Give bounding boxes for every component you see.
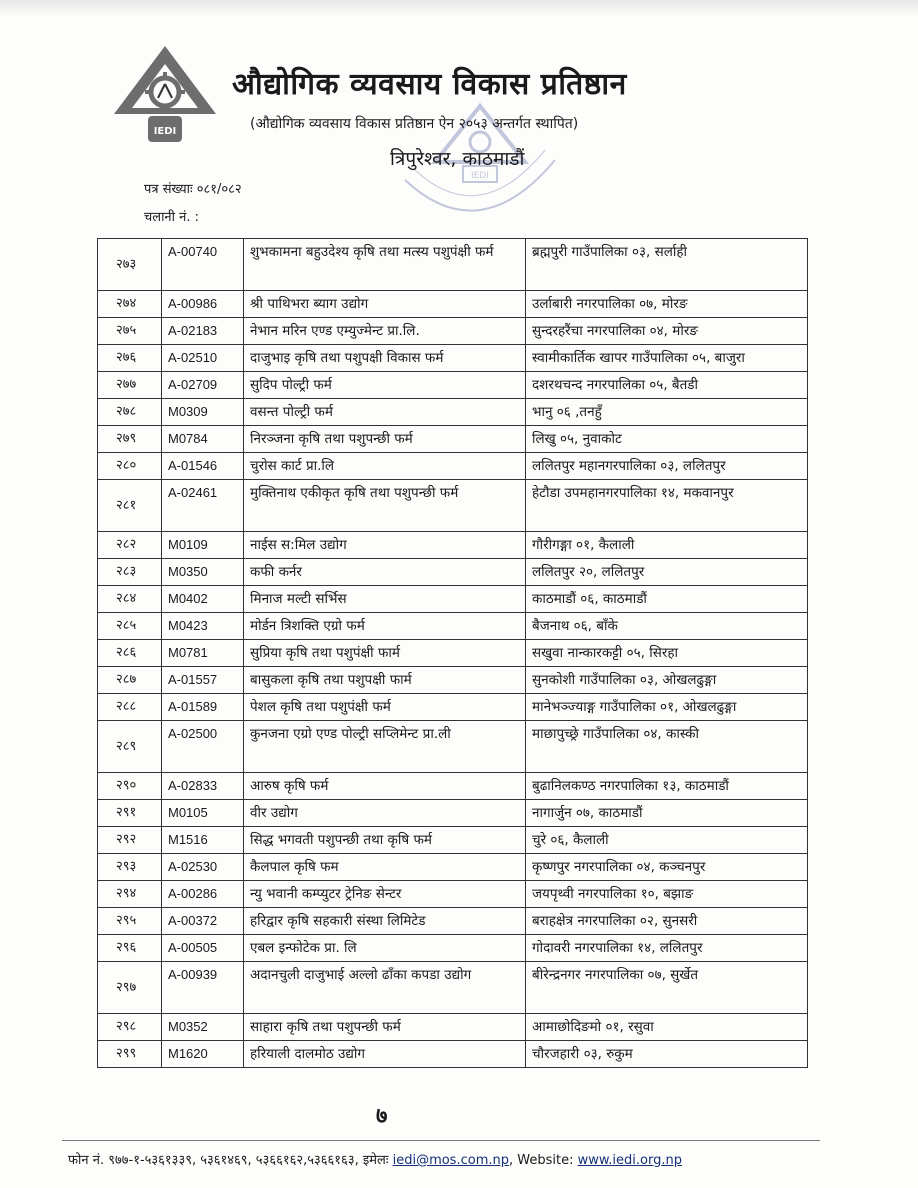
organization-subtitle: (औद्योगिक व्यवसाय विकास प्रतिष्ठान ऐन २०५३ अन्तर्गत स्थापित)	[250, 116, 579, 132]
page-mark: ७	[376, 1104, 388, 1129]
enterprise-name-cell: अदानचुली दाजुभाई अल्लो ढाँका कपडा उद्योग	[244, 962, 526, 1014]
enterprise-address-cell: चौरजहारी ०३, रुकुम	[526, 1041, 808, 1068]
serial-number-cell: २८४	[98, 586, 162, 613]
registration-code-cell: M0105	[162, 800, 244, 827]
serial-number-cell: २८७	[98, 667, 162, 694]
enterprise-address-cell: ब्रह्मपुरी गाउँपालिका ०३, सर्लाही	[526, 239, 808, 291]
enterprise-address-cell: ललितपुर महानगरपालिका ०३, ललितपुर	[526, 453, 808, 480]
enterprise-address-cell: भानु ०६ ,तनहुँ	[526, 399, 808, 426]
enterprise-address-cell: माछापुच्छ्रे गाउँपालिका ०४, कास्की	[526, 721, 808, 773]
registration-code-cell: M0784	[162, 426, 244, 453]
registration-code-cell: M0781	[162, 640, 244, 667]
enterprise-name-cell: चुरोस कार्ट प्रा.लि	[244, 453, 526, 480]
registration-code-cell: M0423	[162, 613, 244, 640]
serial-number-cell: २७७	[98, 372, 162, 399]
table-row	[98, 1014, 808, 1041]
enterprise-name-cell: निरञ्जना कृषि तथा पशुपन्छी फर्म	[244, 426, 526, 453]
enterprise-address-cell: बुढानिलकण्ठ नगरपालिका १३, काठमाडौं	[526, 773, 808, 800]
enterprise-table	[97, 238, 808, 1068]
enterprise-name-cell: सिद्ध भगवती पशुपन्छी तथा कृषि फर्म	[244, 827, 526, 854]
enterprise-address-cell: चुरे ०६, कैलाली	[526, 827, 808, 854]
enterprise-address-cell: सुनकोशी गाउँपालिका ०३, ओखलढुङ्गा	[526, 667, 808, 694]
registration-code-cell: M1620	[162, 1041, 244, 1068]
registration-code-cell: A-02833	[162, 773, 244, 800]
serial-number-cell: २९८	[98, 1014, 162, 1041]
registration-code-cell: A-00740	[162, 239, 244, 291]
organization-address: त्रिपुरेश्वर, काठमाडौं	[390, 148, 525, 170]
svg-text:IEDI: IEDI	[153, 126, 177, 137]
svg-text:IEDI: IEDI	[471, 171, 489, 181]
table-row	[98, 881, 808, 908]
registration-code-cell: A-02500	[162, 721, 244, 773]
registration-code-cell: M0109	[162, 532, 244, 559]
footer-contact	[68, 1150, 828, 1168]
table-row	[98, 827, 808, 854]
registration-code-cell: A-02510	[162, 345, 244, 372]
enterprise-name-cell: साहारा कृषि तथा पशुपन्छी फर्म	[244, 1014, 526, 1041]
footer-divider	[62, 1140, 820, 1141]
serial-number-cell: २७८	[98, 399, 162, 426]
serial-number-cell: २७९	[98, 426, 162, 453]
enterprise-address-cell: उर्लाबारी नगरपालिका ०७, मोरङ	[526, 291, 808, 318]
dispatch-number: चलानी नं. :	[144, 210, 200, 225]
table-row	[98, 800, 808, 827]
serial-number-cell: २८२	[98, 532, 162, 559]
table-row	[98, 962, 808, 1014]
enterprise-address-cell: ललितपुर २०, ललितपुर	[526, 559, 808, 586]
enterprise-name-cell: वसन्त पोल्ट्री फर्म	[244, 399, 526, 426]
table-row	[98, 667, 808, 694]
table-row	[98, 854, 808, 881]
enterprise-address-cell: गौरीगङ्गा ०१, कैलाली	[526, 532, 808, 559]
registration-code-cell: A-00372	[162, 908, 244, 935]
registration-code-cell: M0352	[162, 1014, 244, 1041]
serial-number-cell: २७५	[98, 318, 162, 345]
table-row	[98, 291, 808, 318]
enterprise-address-cell: लिखु ०५, नुवाकोट	[526, 426, 808, 453]
table-row	[98, 586, 808, 613]
table-row	[98, 426, 808, 453]
enterprise-name-cell: दाजुभाइ कृषि तथा पशुपक्षी विकास फर्म	[244, 345, 526, 372]
serial-number-cell: २७४	[98, 291, 162, 318]
serial-number-cell: २८१	[98, 480, 162, 532]
table-row	[98, 773, 808, 800]
table-row	[98, 480, 808, 532]
enterprise-name-cell: न्यु भवानी कम्प्युटर ट्रेनिङ सेन्टर	[244, 881, 526, 908]
scan-edge	[0, 0, 918, 16]
enterprise-name-cell: पेशल कृषि तथा पशुपंक्षी फर्म	[244, 694, 526, 721]
serial-number-cell: २९९	[98, 1041, 162, 1068]
table-row	[98, 1041, 808, 1068]
footer-website-label: , Website:	[508, 1153, 574, 1168]
serial-number-cell: २८०	[98, 453, 162, 480]
enterprise-address-cell: नागार्जुन ०७, काठमाडौं	[526, 800, 808, 827]
enterprise-name-cell: नेभान मरिन एण्ड एम्युज्मेन्ट प्रा.लि.	[244, 318, 526, 345]
registration-code-cell: M0350	[162, 559, 244, 586]
registration-code-cell: A-01546	[162, 453, 244, 480]
letter-number: पत्र संख्याः ०८१/०८२	[144, 182, 242, 197]
serial-number-cell: २९७	[98, 962, 162, 1014]
enterprise-address-cell: जयपृथ्वी नगरपालिका १०, बझाङ	[526, 881, 808, 908]
enterprise-name-cell: सुप्रिया कृषि तथा पशुपंक्षी फार्म	[244, 640, 526, 667]
enterprise-address-cell: दशरथचन्द नगरपालिका ०५, बैतडी	[526, 372, 808, 399]
table-row	[98, 532, 808, 559]
table-row	[98, 721, 808, 773]
enterprise-address-cell: स्वामीकार्तिक खापर गाउँपालिका ०५, बाजुरा	[526, 345, 808, 372]
serial-number-cell: २९४	[98, 881, 162, 908]
table-row	[98, 559, 808, 586]
footer-email-link[interactable]: iedi@mos.com.np	[392, 1153, 509, 1168]
enterprise-name-cell: मिनाज मल्टी सर्भिस	[244, 586, 526, 613]
table-row	[98, 935, 808, 962]
registration-code-cell: A-00505	[162, 935, 244, 962]
enterprise-name-cell: शुभकामना बहुउदेश्य कृषि तथा मत्स्य पशुपंक्षी फर्म	[244, 239, 526, 291]
serial-number-cell: २९५	[98, 908, 162, 935]
enterprise-address-cell: बीरेन्द्रनगर नगरपालिका ०७, सुर्खेत	[526, 962, 808, 1014]
enterprise-address-cell: कृष्णपुर नगरपालिका ०४, कञ्चनपुर	[526, 854, 808, 881]
registration-code-cell: M0309	[162, 399, 244, 426]
registration-code-cell: A-00286	[162, 881, 244, 908]
registration-code-cell: A-02709	[162, 372, 244, 399]
table-row	[98, 372, 808, 399]
enterprise-address-cell: आमाछोदिङमो ०१, रसुवा	[526, 1014, 808, 1041]
serial-number-cell: २८५	[98, 613, 162, 640]
serial-number-cell: २९३	[98, 854, 162, 881]
table-row	[98, 318, 808, 345]
enterprise-address-cell: हेटौडा उपमहानगरपालिका १४, मकवानपुर	[526, 480, 808, 532]
table-row	[98, 694, 808, 721]
organization-title: औद्योगिक व्यवसाय विकास प्रतिष्ठान	[232, 67, 627, 102]
serial-number-cell: २८३	[98, 559, 162, 586]
table-row	[98, 399, 808, 426]
enterprise-name-cell: कैलपाल कृषि फम	[244, 854, 526, 881]
enterprise-name-cell: कफी कर्नर	[244, 559, 526, 586]
enterprise-address-cell: सुन्दरहरैंचा नगरपालिका ०४, मोरङ	[526, 318, 808, 345]
table-row	[98, 239, 808, 291]
serial-number-cell: २८९	[98, 721, 162, 773]
enterprise-name-cell: वीर उद्योग	[244, 800, 526, 827]
registration-code-cell: A-02183	[162, 318, 244, 345]
registration-code-cell: A-02530	[162, 854, 244, 881]
enterprise-address-cell: बराहक्षेत्र नगरपालिका ०२, सुनसरी	[526, 908, 808, 935]
registration-code-cell: A-01557	[162, 667, 244, 694]
table-row	[98, 345, 808, 372]
registration-code-cell: A-01589	[162, 694, 244, 721]
serial-number-cell: २७३	[98, 239, 162, 291]
enterprise-name-cell: कुनजना एग्रो एण्ड पोल्ट्री सप्लिमेन्ट प्रा.ली	[244, 721, 526, 773]
serial-number-cell: २७६	[98, 345, 162, 372]
enterprise-name-cell: मोर्डन त्रिशक्ति एग्रो फर्म	[244, 613, 526, 640]
enterprise-address-cell: गोदावरी नगरपालिका १४, ललितपुर	[526, 935, 808, 962]
enterprise-name-cell: सुदिप पोल्ट्री फर्म	[244, 372, 526, 399]
footer-website-link[interactable]: www.iedi.org.np	[577, 1153, 682, 1168]
registration-code-cell: A-00986	[162, 291, 244, 318]
enterprise-name-cell: एबल इन्फोटेक प्रा. लि	[244, 935, 526, 962]
enterprise-address-cell: सखुवा नान्कारकट्टी ०५, सिरहा	[526, 640, 808, 667]
table-row	[98, 640, 808, 667]
footer-phone: फोन नं. ९७७-१-५३६१३३९, ५३६१४६९, ५३६६१६२,५३६६१६३, इमेलः	[68, 1153, 389, 1168]
letter-references	[144, 176, 242, 232]
table-row	[98, 613, 808, 640]
serial-number-cell: २९६	[98, 935, 162, 962]
enterprise-address-cell: काठमाडौं ०६, काठमाडौं	[526, 586, 808, 613]
table-row	[98, 453, 808, 480]
enterprise-name-cell: श्री पाथिभरा ब्याग उद्योग	[244, 291, 526, 318]
registration-code-cell: M0402	[162, 586, 244, 613]
enterprise-address-cell: मानेभञ्ज्याङ्ग गाउँपालिका ०१, ओखलढुङ्गा	[526, 694, 808, 721]
enterprise-name-cell: मुक्तिनाथ एकीकृत कृषि तथा पशुपन्छी फर्म	[244, 480, 526, 532]
enterprise-name-cell: हरियाली दालमोठ उद्योग	[244, 1041, 526, 1068]
enterprise-name-cell: आरुष कृषि फर्म	[244, 773, 526, 800]
enterprise-name-cell: बासुकला कृषि तथा पशुपक्षी फार्म	[244, 667, 526, 694]
registration-code-cell: A-02461	[162, 480, 244, 532]
enterprise-address-cell: बैजनाथ ०६, बाँके	[526, 613, 808, 640]
enterprise-name-cell: हरिद्वार कृषि सहकारी संस्था लिमिटेड	[244, 908, 526, 935]
iedi-logo-icon	[110, 42, 220, 162]
registration-code-cell: A-00939	[162, 962, 244, 1014]
serial-number-cell: २९०	[98, 773, 162, 800]
serial-number-cell: २९१	[98, 800, 162, 827]
serial-number-cell: २८६	[98, 640, 162, 667]
serial-number-cell: २८८	[98, 694, 162, 721]
serial-number-cell: २९२	[98, 827, 162, 854]
enterprise-name-cell: नाईस स:मिल उद्योग	[244, 532, 526, 559]
registration-code-cell: M1516	[162, 827, 244, 854]
table-row	[98, 908, 808, 935]
